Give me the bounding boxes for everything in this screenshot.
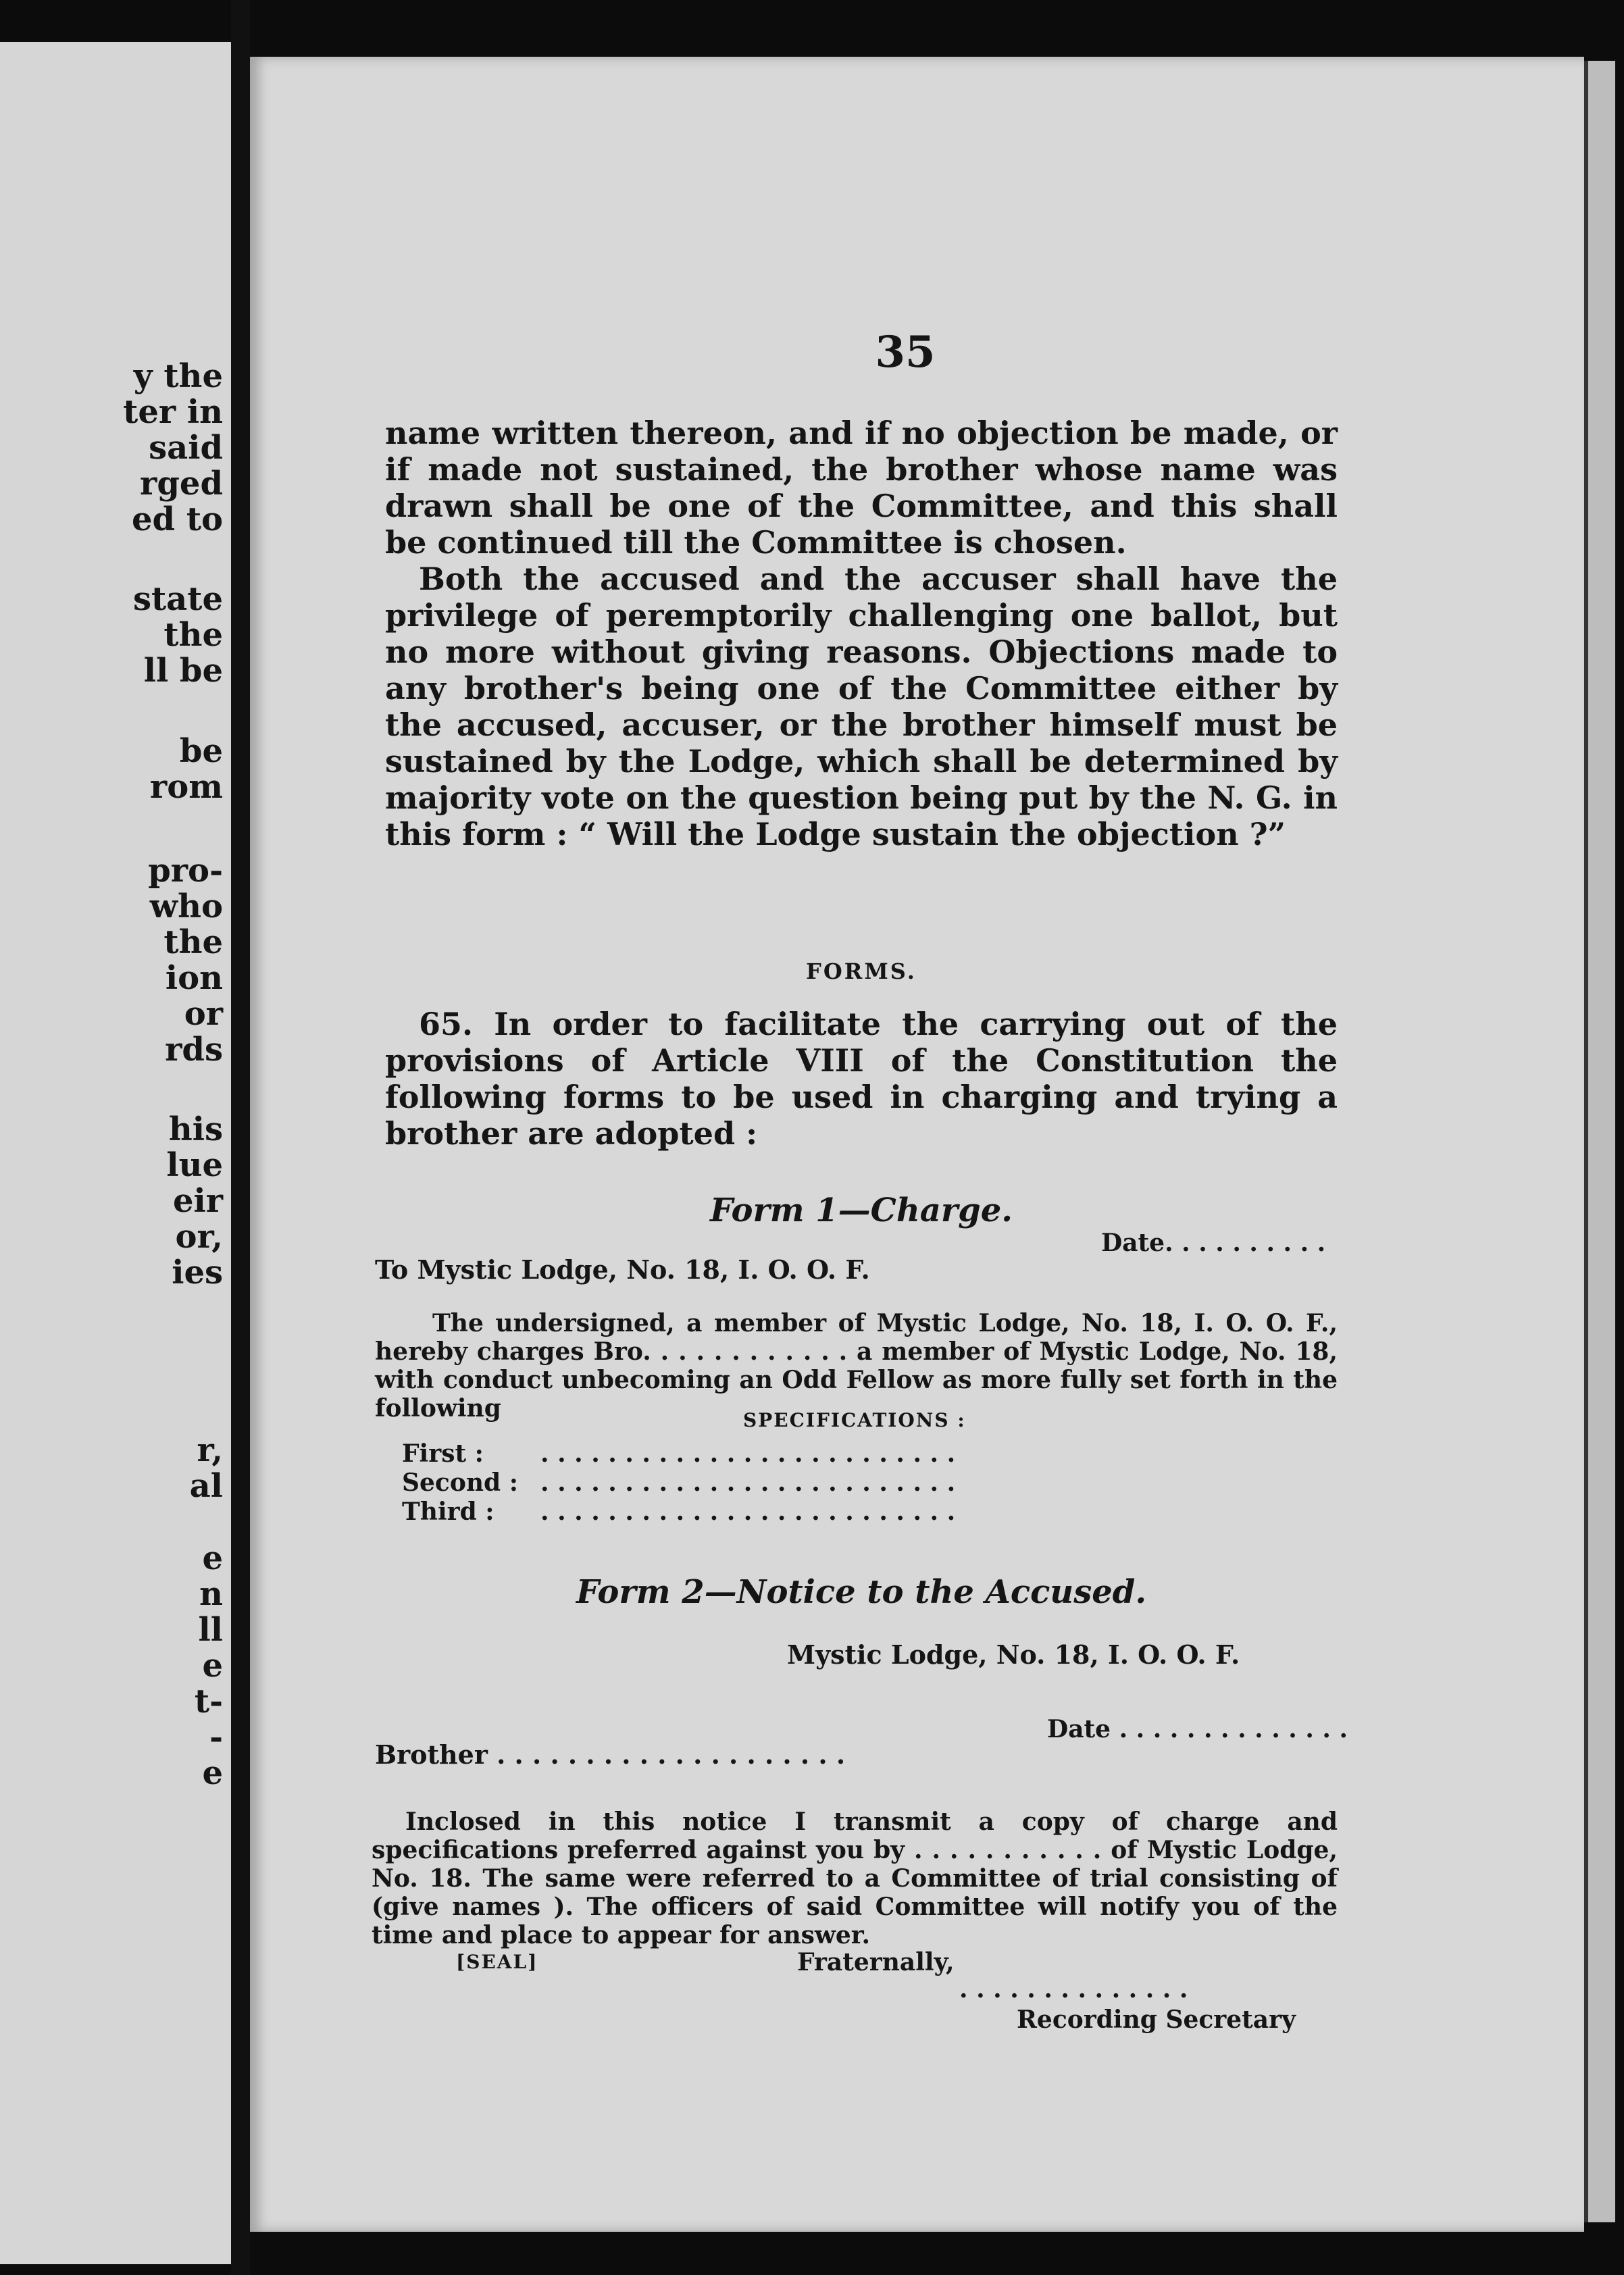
specification-label: Third : [402,1498,494,1526]
specification-blank: . . . . . . . . . . . . . . . . . . . . . . . . . [540,1439,956,1468]
specification-row [402,1439,955,1468]
left-page-line: ion [165,959,223,997]
specification-blank: . . . . . . . . . . . . . . . . . . . . . . . . . [540,1498,956,1526]
left-page-line: y the [133,357,223,395]
forms-heading: FORMS. [806,958,917,984]
left-page-line: or [184,995,223,1033]
left-page-line: ll be [143,652,223,690]
form1-date-line: Date. . . . . . . . . . [1101,1229,1326,1257]
left-page-line: rged [140,465,223,503]
left-page-line: e [202,1754,223,1792]
signature-dots: . . . . . . . . . . . . . . [959,1975,1188,2003]
page-number: 35 [875,327,936,378]
form2-body [372,1808,1338,1949]
left-page-line: al [189,1467,223,1505]
left-page-line: lue [166,1146,223,1184]
left-page-line: - [209,1718,223,1756]
specifications-heading: SPECIFICATIONS : [743,1409,966,1431]
section-65: 65. In order to facilitate the carrying out of the provisions of Article VIII of the Constitution the following forms to be used in charging and trying a brother are adopted : [385,1006,1338,1152]
left-page-line: ies [172,1254,223,1292]
left-page-line: be [179,732,223,770]
specification-row [402,1498,955,1527]
form2-body-text: Inclosed in this notice I transmit a copy of charge and specifications preferred against you by . . . . . . . . . . . of Mystic Lodge, No. 18. The same were referred to a Committee of trial consisting of (give names ). The officers of said Committee will notify you of the time and place to appear for answer. [372,1808,1338,1949]
form1-title: Form 1—Charge. [710,1192,1013,1229]
form1-body [375,1309,1338,1423]
book-page [250,57,1584,2232]
continued-section [385,415,1338,852]
form1-body-text: The undersigned, a member of Mystic Lodge, No. 18, I. O. O. F., hereby charges Bro. . . . . . . . . . . . a member of Mystic Lodge, No. 18, with conduct unbecoming an Odd Fellow as more fully set forth in the following [375,1309,1338,1423]
book-gutter [231,0,250,2275]
specification-label: First : [402,1439,484,1468]
form2-date-line: Date . . . . . . . . . . . . . . [1047,1715,1348,1743]
specification-blank: . . . . . . . . . . . . . . . . . . . . . . . . . [540,1468,956,1497]
left-page-line: state [132,580,223,618]
left-page-line: rom [149,768,223,806]
left-page-fragment [0,42,231,2264]
signatory: Recording Secretary [1017,2005,1296,2034]
left-page-line: rds [165,1031,223,1069]
left-page-line: t- [194,1683,223,1720]
left-page-line: r, [197,1431,223,1469]
left-page-line: the [163,616,223,654]
left-page-line: pro- [148,852,223,890]
form2-brother-line: Brother . . . . . . . . . . . . . . . . . . . . [375,1739,846,1770]
left-page-line: or, [175,1218,223,1256]
left-page-line: ed to [132,501,223,538]
left-page-line: ter in [123,393,223,431]
left-page-line: ll [198,1611,223,1649]
seal-mark: [SEAL] [456,1951,538,1973]
form2-title: Form 2—Notice to the Accused. [576,1573,1147,1611]
specification-label: Second : [402,1468,519,1497]
specifications-list [402,1439,955,1527]
left-page-line: e [202,1539,223,1577]
form2-lodge-line: Mystic Lodge, No. 18, I. O. O. F. [787,1639,1240,1670]
left-page-line: said [149,429,223,467]
form1-addressee: To Mystic Lodge, No. 18, I. O. O. F. [375,1254,870,1285]
left-page-line: his [168,1110,223,1148]
left-page-line: n [199,1575,223,1613]
left-page-line: who [149,888,223,925]
paragraph-2: Both the accused and the accuser shall have the privilege of peremptorily challenging one ballot, but no more without giving reasons. Objections made to any brother's being one of the Committee either by the accused, accuser, or the brother himself must be sustained by the Lodge, which shall be determined by majority vote on the question being put by the N. G. in this form : “ Will the Lodge sustain the objection ?” [385,561,1338,852]
specification-row [402,1468,955,1498]
left-page-line: the [163,923,223,961]
left-page-line: e [202,1647,223,1685]
paragraph-1: name written thereon, and if no objection be made, or if made not sustained, the brother whose name was drawn shall be one of the Committee, and this shall be continued till the Committee is chosen. [385,415,1338,561]
closing: Fraternally, [797,1948,955,1976]
page-edge [1584,61,1615,2222]
left-page-line: eir [172,1182,223,1220]
